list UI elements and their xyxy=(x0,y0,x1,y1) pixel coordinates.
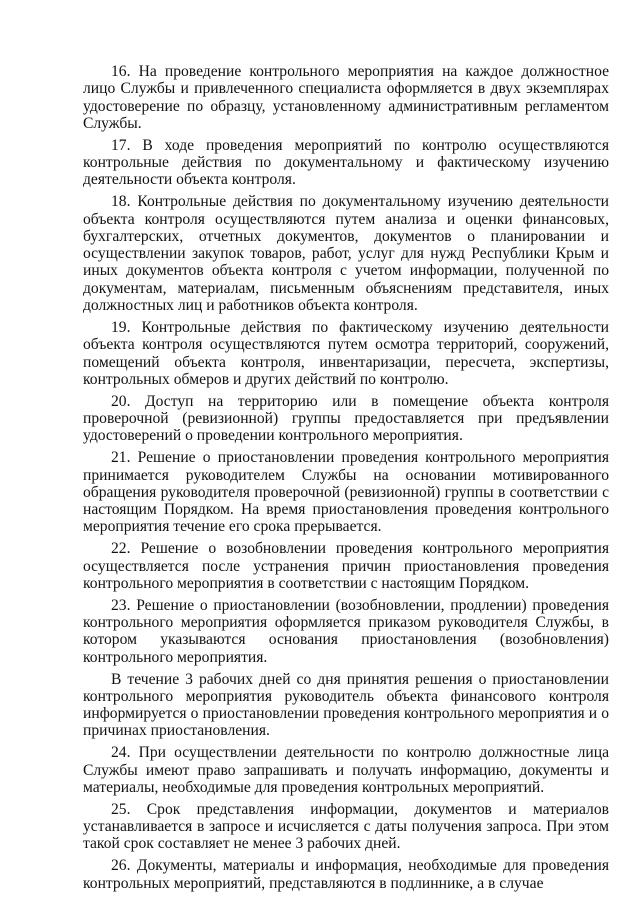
paragraph-23-continuation: В течение 3 рабочих дней со дня принятия решения о приостановлении контрольного мероприятия руководитель объекта финансового контроля информируется о приостановлении проведения контрольного мероприятия и о причинах приостановления. xyxy=(83,670,609,740)
paragraph-24: 24. При осуществлении деятельности по контролю должностные лица Службы имеют право запрашивать и получать информацию, документы и материалы, необходимые для проведения контрольных мероприятий. xyxy=(83,744,609,796)
paragraph-25: 25. Срок представления информации, документов и материалов устанавливается в запросе и исчисляется с даты получения запроса. При этом такой срок составляет не менее 3 рабочих дней. xyxy=(83,800,609,853)
paragraph-21: 21. Решение о приостановлении проведения контрольного мероприятия принимается руководителем Службы на основании мотивированного обращения руководителя проверочной (ревизионной) группы в соответствии с настоящим Порядком. На время приостановления проведения контрольного мероприятия течение его срока прерывается. xyxy=(83,449,609,536)
paragraph-20: 20. Доступ на территорию или в помещение объекта контроля проверочной (ревизионной) группы предоставляется при предъявлении удостоверений о проведении контрольного мероприятия. xyxy=(83,392,609,445)
paragraph-19: 19. Контрольные действия по фактическому изучению деятельности объекта контроля осуществляются путем осмотра территорий, сооружений, помещений объекта контроля, инвентаризации, пересчета, экспертизы, контрольных обмеров и других действий по контролю. xyxy=(83,318,609,388)
paragraph-22: 22. Решение о возобновлении проведения контрольного мероприятия осуществляется после устранения причин приостановления проведения контрольного мероприятия в соответствии с настоящим Порядком. xyxy=(83,540,609,592)
paragraph-16: 16. На проведение контрольного мероприятия на каждое должностное лицо Службы и привлеченного специалиста оформляется в двух экземплярах удостоверение по образцу, установленному административным регламентом Службы. xyxy=(83,63,609,132)
paragraph-18: 18. Контрольные действия по документальному изучению деятельности объекта контроля осуществляются путем анализа и оценки финансовых, бухгалтерских, отчетных документов, документов о планировании и осуществлении закупок товаров, работ, услуг для нужд Республики Крым и иных документов объекта контроля с учетом информации, полученной по документам, материалам, письменным объяснениям представителя, иных должностных лиц и работников объекта контроля. xyxy=(83,193,609,315)
paragraph-23: 23. Решение о приостановлении (возобновлении, продлении) проведения контрольного мероприятия оформляется приказом руководителя Службы, в котором указываются основания приостановления (возобновления) контрольного мероприятия. xyxy=(83,596,609,666)
paragraph-26: 26. Документы, материалы и информация, необходимые для проведения контрольных мероприятий, представляются в подлиннике, а в случае xyxy=(83,857,609,892)
paragraph-17: 17. В ходе проведения мероприятий по контролю осуществляются контрольные действия по документальному и фактическому изучению деятельности объекта контроля. xyxy=(83,136,609,189)
document-body xyxy=(83,63,609,892)
